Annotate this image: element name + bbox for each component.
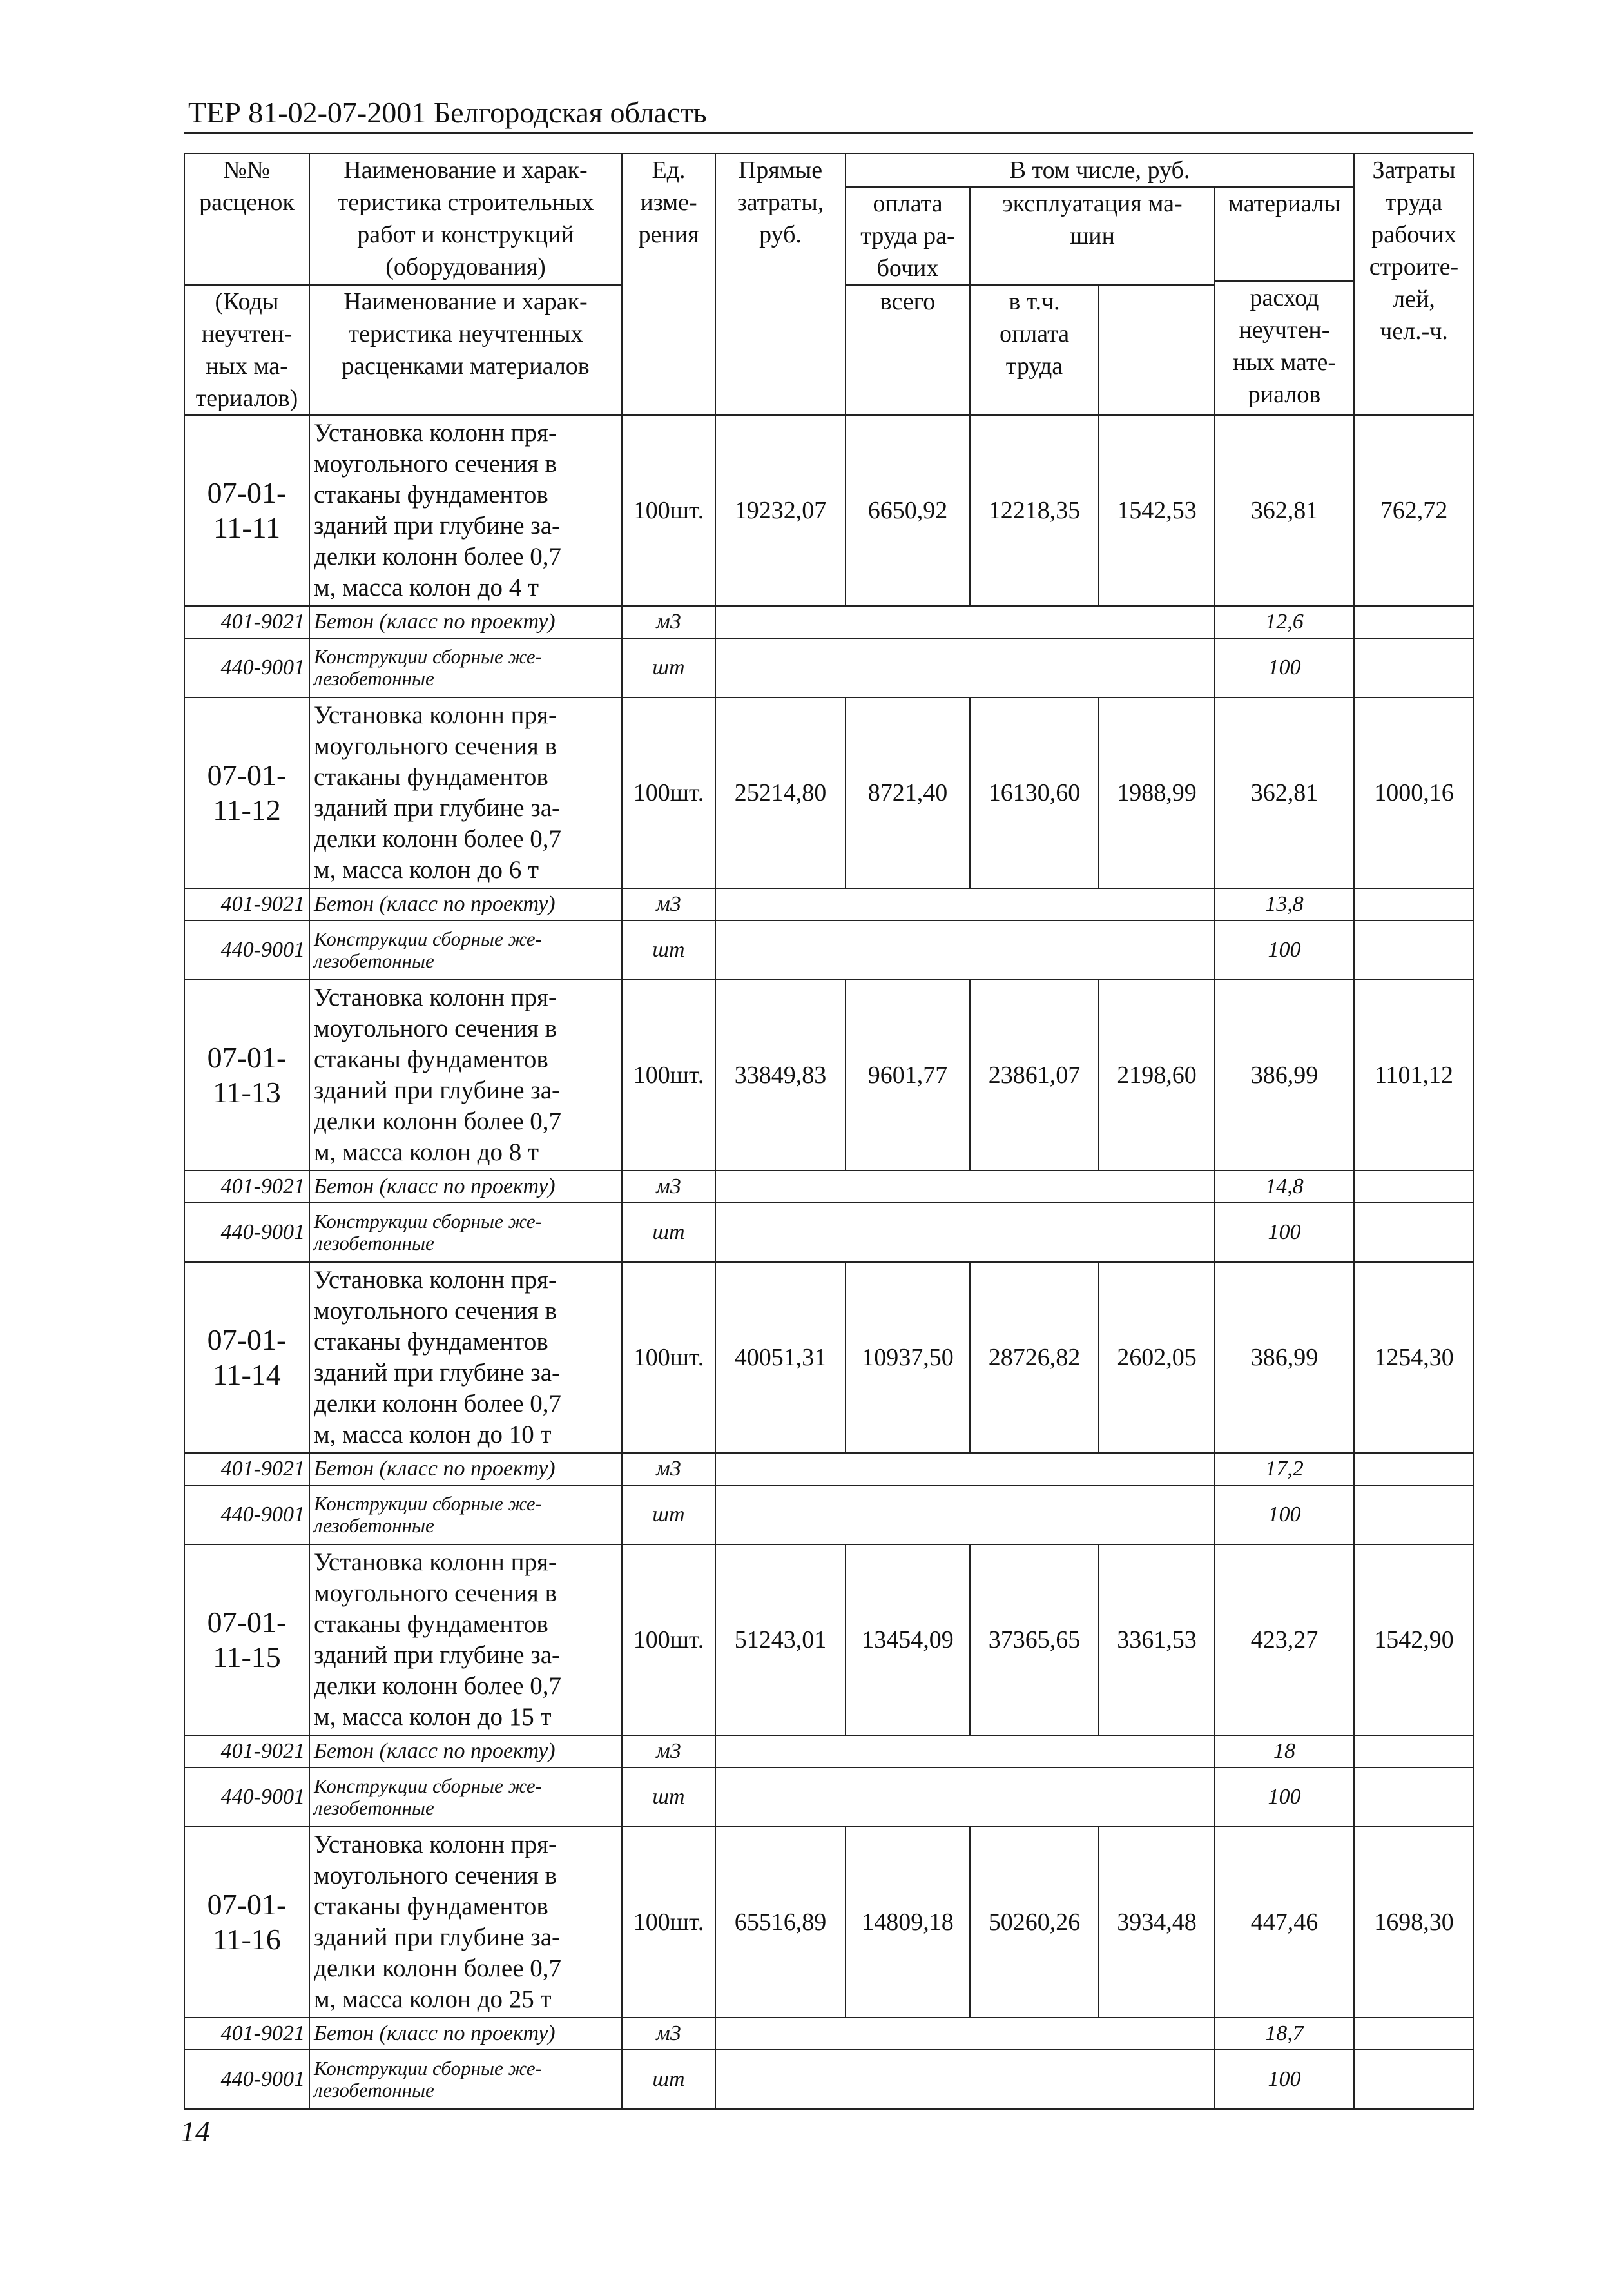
- material-unit: шт: [622, 1485, 715, 1544]
- rate-code: 07-01- 11-15: [184, 1544, 309, 1735]
- direct-costs-value: 25214,80: [715, 697, 846, 888]
- material-code: 401-9021: [184, 1735, 309, 1767]
- material-unit: шт: [622, 2050, 715, 2109]
- material-qty: 12,6: [1215, 606, 1354, 638]
- material-blank: [715, 1485, 1215, 1544]
- material-blank: [715, 1171, 1215, 1203]
- materials-value: 386,99: [1215, 980, 1354, 1171]
- rate-row: [184, 697, 1474, 888]
- material-blank: [715, 1453, 1215, 1485]
- labor-pay-value: 6650,92: [846, 415, 970, 606]
- material-unit: м3: [622, 606, 715, 638]
- material-blank-end: [1354, 1767, 1474, 1827]
- material-name: Бетон (класс по проекту): [309, 888, 622, 920]
- price-table: [184, 153, 1474, 2110]
- machine-labor-value: 3361,53: [1099, 1544, 1215, 1735]
- material-unit: м3: [622, 2018, 715, 2050]
- rate-row: [184, 980, 1474, 1171]
- material-unit: шт: [622, 1767, 715, 1827]
- work-description: Установка колонн пря- моугольного сечения в стаканы фундаментов зданий при глубине за- делки колонн более 0,7 м, масса колон до 4 т: [309, 415, 622, 606]
- material-blank: [715, 2050, 1215, 2109]
- page-number: 14: [180, 2115, 210, 2148]
- machine-total-value: 12218,35: [970, 415, 1099, 606]
- material-row: [184, 1735, 1474, 1767]
- materials-value: 362,81: [1215, 415, 1354, 606]
- document-title: ТЕР 81-02-07-2001 Белгородская область: [188, 96, 707, 129]
- material-code: 401-9021: [184, 606, 309, 638]
- material-row: [184, 2018, 1474, 2050]
- header-labor-costs: Затраты труда рабочих строите- лей, чел.-ч.: [1354, 153, 1474, 415]
- material-unit: м3: [622, 888, 715, 920]
- material-blank: [715, 888, 1215, 920]
- material-code: 440-9001: [184, 2050, 309, 2109]
- material-blank-end: [1354, 1453, 1474, 1485]
- header-material-codes: (Коды неучтен- ных ма- териалов): [184, 285, 309, 415]
- work-description: Установка колонн пря- моугольного сечения в стаканы фундаментов зданий при глубине за- делки колонн более 0,7 м, масса колон до 10 т: [309, 1262, 622, 1453]
- material-code: 440-9001: [184, 920, 309, 980]
- material-name: Конструкции сборные же- лезобетонные: [309, 2050, 622, 2109]
- material-qty: 100: [1215, 638, 1354, 697]
- unit-value: 100шт.: [622, 697, 715, 888]
- labor-pay-value: 9601,77: [846, 980, 970, 1171]
- material-blank-end: [1354, 2050, 1474, 2109]
- machine-total-value: 28726,82: [970, 1262, 1099, 1453]
- labor-hours-value: 1101,12: [1354, 980, 1474, 1171]
- rate-row: [184, 1544, 1474, 1735]
- header-material-names: Наименование и харак- теристика неучтенных расценками материалов: [309, 285, 622, 415]
- material-unit: шт: [622, 1203, 715, 1262]
- header-machine-total: всего: [846, 285, 970, 415]
- material-qty: 14,8: [1215, 1171, 1354, 1203]
- material-qty: 17,2: [1215, 1453, 1354, 1485]
- material-blank-end: [1354, 888, 1474, 920]
- header-labor-pay: оплата труда ра- бочих: [846, 187, 970, 285]
- material-code: 401-9021: [184, 1171, 309, 1203]
- material-code: 440-9001: [184, 1767, 309, 1827]
- material-blank: [715, 606, 1215, 638]
- materials-value: 447,46: [1215, 1827, 1354, 2018]
- header-materials-unaccounted: расход неучтен- ных мате- риалов: [1215, 281, 1354, 415]
- materials-value: 423,27: [1215, 1544, 1354, 1735]
- direct-costs-value: 40051,31: [715, 1262, 846, 1453]
- material-code: 440-9001: [184, 1203, 309, 1262]
- table-header: [184, 153, 1474, 415]
- material-name: Конструкции сборные же- лезобетонные: [309, 1767, 622, 1827]
- material-blank-end: [1354, 1171, 1474, 1203]
- unit-value: 100шт.: [622, 1544, 715, 1735]
- material-unit: м3: [622, 1171, 715, 1203]
- rate-row: [184, 415, 1474, 606]
- rate-code: 07-01- 11-16: [184, 1827, 309, 2018]
- material-blank-end: [1354, 2018, 1474, 2050]
- header-direct-costs: Прямые затраты, руб.: [715, 153, 846, 415]
- title-rule: [184, 132, 1473, 134]
- header-rate-number: №№ расценок: [184, 153, 309, 285]
- material-name: Конструкции сборные же- лезобетонные: [309, 1203, 622, 1262]
- material-name: Бетон (класс по проекту): [309, 2018, 622, 2050]
- machine-labor-value: 1542,53: [1099, 415, 1215, 606]
- direct-costs-value: 65516,89: [715, 1827, 846, 2018]
- rate-row: [184, 1827, 1474, 2018]
- header-machine-operation: эксплуатация ма- шин: [970, 187, 1215, 285]
- material-row: [184, 888, 1474, 920]
- header-work-name: Наименование и харак- теристика строительных работ и конструкций (оборудования): [309, 153, 622, 285]
- material-row: [184, 1767, 1474, 1827]
- machine-total-value: 23861,07: [970, 980, 1099, 1171]
- material-name: Бетон (класс по проекту): [309, 1735, 622, 1767]
- material-blank: [715, 1767, 1215, 1827]
- unit-value: 100шт.: [622, 1827, 715, 2018]
- material-row: [184, 638, 1474, 697]
- labor-hours-value: 1698,30: [1354, 1827, 1474, 2018]
- header-unit: Ед. изме- рения: [622, 153, 715, 415]
- material-blank: [715, 2018, 1215, 2050]
- material-name: Бетон (класс по проекту): [309, 1453, 622, 1485]
- material-qty: 100: [1215, 1203, 1354, 1262]
- material-row: [184, 920, 1474, 980]
- work-description: Установка колонн пря- моугольного сечения в стаканы фундаментов зданий при глубине за- делки колонн более 0,7 м, масса колон до 8 т: [309, 980, 622, 1171]
- labor-pay-value: 8721,40: [846, 697, 970, 888]
- material-blank: [715, 1203, 1215, 1262]
- material-blank-end: [1354, 638, 1474, 697]
- material-blank-end: [1354, 1485, 1474, 1544]
- machine-total-value: 16130,60: [970, 697, 1099, 888]
- material-row: [184, 2050, 1474, 2109]
- material-row: [184, 1171, 1474, 1203]
- header-materials: материалы: [1215, 187, 1354, 281]
- machine-total-value: 50260,26: [970, 1827, 1099, 2018]
- header-machine-labor: в т.ч. оплата труда: [970, 285, 1099, 415]
- material-blank: [715, 638, 1215, 697]
- material-code: 440-9001: [184, 638, 309, 697]
- material-unit: шт: [622, 920, 715, 980]
- direct-costs-value: 33849,83: [715, 980, 846, 1171]
- machine-labor-value: 2198,60: [1099, 980, 1215, 1171]
- work-description: Установка колонн пря- моугольного сечения в стаканы фундаментов зданий при глубине за- делки колонн более 0,7 м, масса колон до 6 т: [309, 697, 622, 888]
- material-qty: 18: [1215, 1735, 1354, 1767]
- material-unit: шт: [622, 638, 715, 697]
- rate-code: 07-01- 11-11: [184, 415, 309, 606]
- material-name: Конструкции сборные же- лезобетонные: [309, 920, 622, 980]
- material-blank-end: [1354, 1735, 1474, 1767]
- unit-value: 100шт.: [622, 1262, 715, 1453]
- material-row: [184, 606, 1474, 638]
- material-qty: 100: [1215, 1767, 1354, 1827]
- material-code: 401-9021: [184, 2018, 309, 2050]
- rate-row: [184, 1262, 1474, 1453]
- material-code: 401-9021: [184, 888, 309, 920]
- rate-code: 07-01- 11-13: [184, 980, 309, 1171]
- material-name: Бетон (класс по проекту): [309, 606, 622, 638]
- material-blank-end: [1354, 1203, 1474, 1262]
- work-description: Установка колонн пря- моугольного сечения в стаканы фундаментов зданий при глубине за- делки колонн более 0,7 м, масса колон до 25 т: [309, 1827, 622, 2018]
- material-qty: 100: [1215, 2050, 1354, 2109]
- materials-value: 386,99: [1215, 1262, 1354, 1453]
- material-qty: 100: [1215, 1485, 1354, 1544]
- labor-hours-value: 1542,90: [1354, 1544, 1474, 1735]
- material-unit: м3: [622, 1453, 715, 1485]
- material-code: 401-9021: [184, 1453, 309, 1485]
- material-name: Бетон (класс по проекту): [309, 1171, 622, 1203]
- materials-value: 362,81: [1215, 697, 1354, 888]
- material-name: Конструкции сборные же- лезобетонные: [309, 638, 622, 697]
- material-qty: 13,8: [1215, 888, 1354, 920]
- header-including-group: В том числе, руб.: [846, 153, 1354, 187]
- unit-value: 100шт.: [622, 980, 715, 1171]
- material-blank-end: [1354, 920, 1474, 980]
- labor-pay-value: 14809,18: [846, 1827, 970, 2018]
- machine-total-value: 37365,65: [970, 1544, 1099, 1735]
- material-qty: 100: [1215, 920, 1354, 980]
- labor-pay-value: 10937,50: [846, 1262, 970, 1453]
- material-qty: 18,7: [1215, 2018, 1354, 2050]
- material-row: [184, 1453, 1474, 1485]
- machine-labor-value: 1988,99: [1099, 697, 1215, 888]
- labor-hours-value: 762,72: [1354, 415, 1474, 606]
- table-body: [184, 415, 1474, 2109]
- work-description: Установка колонн пря- моугольного сечения в стаканы фундаментов зданий при глубине за- делки колонн более 0,7 м, масса колон до 15 т: [309, 1544, 622, 1735]
- machine-labor-value: 3934,48: [1099, 1827, 1215, 2018]
- material-code: 440-9001: [184, 1485, 309, 1544]
- machine-labor-value: 2602,05: [1099, 1262, 1215, 1453]
- material-blank-end: [1354, 606, 1474, 638]
- material-blank: [715, 920, 1215, 980]
- rate-code: 07-01- 11-14: [184, 1262, 309, 1453]
- material-blank: [715, 1735, 1215, 1767]
- direct-costs-value: 19232,07: [715, 415, 846, 606]
- labor-hours-value: 1000,16: [1354, 697, 1474, 888]
- direct-costs-value: 51243,01: [715, 1544, 846, 1735]
- labor-hours-value: 1254,30: [1354, 1262, 1474, 1453]
- material-row: [184, 1485, 1474, 1544]
- unit-value: 100шт.: [622, 415, 715, 606]
- material-unit: м3: [622, 1735, 715, 1767]
- rate-code: 07-01- 11-12: [184, 697, 309, 888]
- material-row: [184, 1203, 1474, 1262]
- labor-pay-value: 13454,09: [846, 1544, 970, 1735]
- material-name: Конструкции сборные же- лезобетонные: [309, 1485, 622, 1544]
